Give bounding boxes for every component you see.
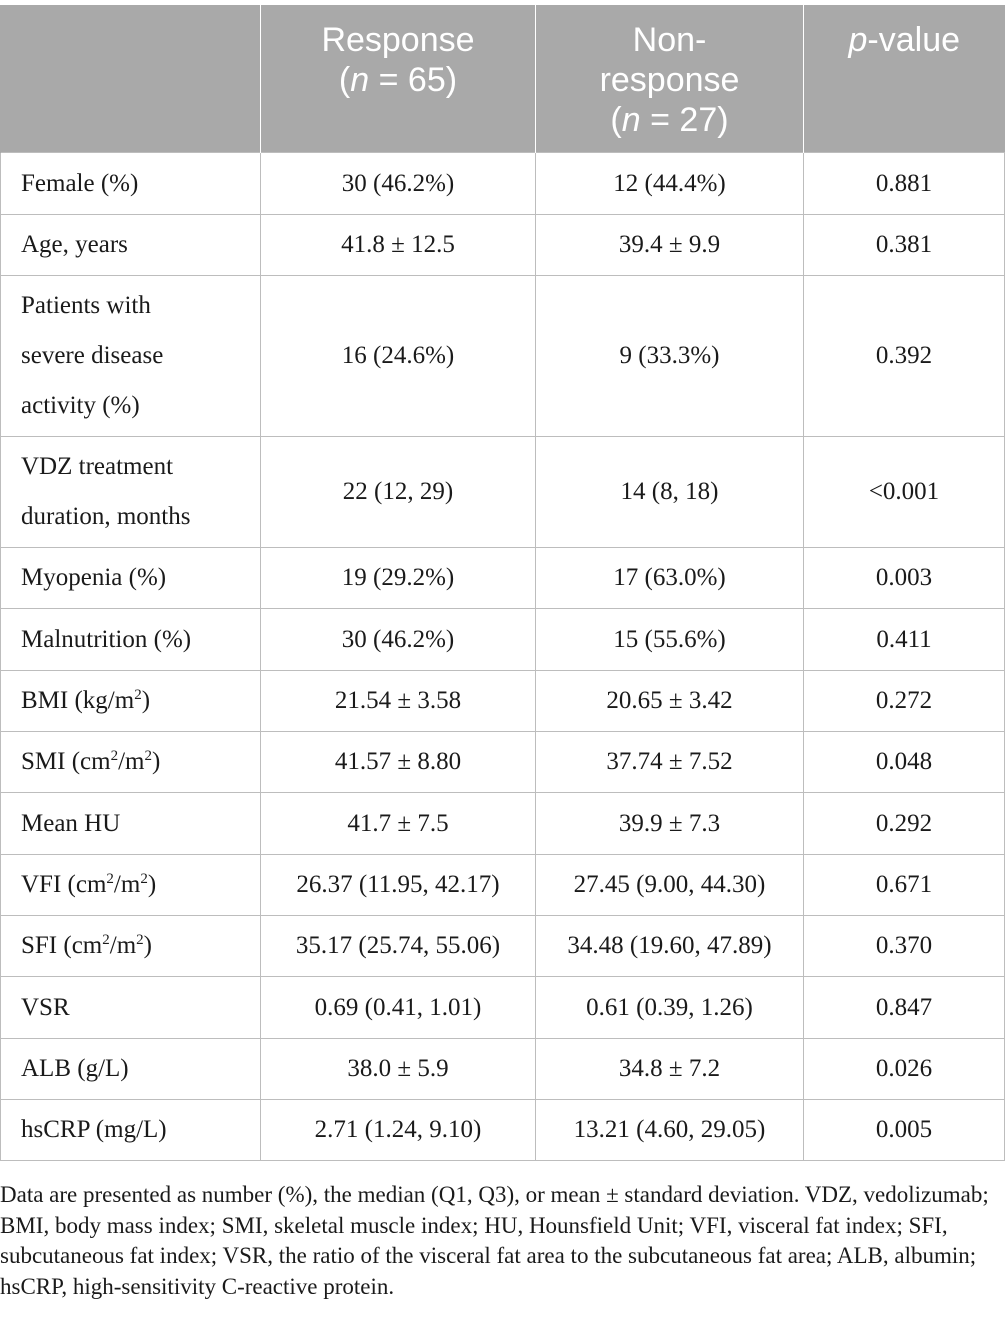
header-blank xyxy=(1,5,261,153)
nonresponse-value: 39.9 ± 7.3 xyxy=(536,793,804,855)
table-row xyxy=(1,732,1005,793)
response-value: 19 (29.2%) xyxy=(261,548,536,609)
nonresponse-value: 15 (55.6%) xyxy=(536,609,804,671)
response-value: 30 (46.2%) xyxy=(261,609,536,671)
nonresponse-value: 37.74 ± 7.52 xyxy=(536,732,804,793)
table-row xyxy=(1,1039,1005,1100)
table-header-row xyxy=(1,5,1005,153)
row-label: SMI $(cm^2/m^2)$ xyxy=(1,732,261,793)
response-value: 26.37 (11.95, 42.17) xyxy=(261,855,536,916)
header-response: Response (n = 65) xyxy=(261,5,536,153)
nonresponse-value: 27.45 (9.00, 44.30) xyxy=(536,855,804,916)
nonresponse-value: 20.65 ± 3.42 xyxy=(536,671,804,732)
nonresponse-value: 0.61 (0.39, 1.26) xyxy=(536,977,804,1039)
row-label: VFI $(cm^2/m^2)$ xyxy=(1,855,261,916)
p-value: 0.048 xyxy=(804,732,1005,793)
nonresponse-value: 13.21 (4.60, 29.05) xyxy=(536,1100,804,1161)
p-value: 0.381 xyxy=(804,215,1005,276)
table-row xyxy=(1,276,1005,437)
nonresponse-value: 39.4 ± 9.9 xyxy=(536,215,804,276)
table-row xyxy=(1,153,1005,215)
p-value: 0.003 xyxy=(804,548,1005,609)
response-value: 41.7 ± 7.5 xyxy=(261,793,536,855)
response-value: 41.8 ± 12.5 xyxy=(261,215,536,276)
nonresponse-value: 14 (8, 18) xyxy=(536,437,804,548)
row-label: Female (%) xyxy=(1,153,261,215)
table-row xyxy=(1,437,1005,548)
response-value: 30 (46.2%) xyxy=(261,153,536,215)
p-value: <0.001 xyxy=(804,437,1005,548)
response-value: 38.0 ± 5.9 xyxy=(261,1039,536,1100)
response-value: 22 (12, 29) xyxy=(261,437,536,548)
response-value: 35.17 (25.74, 55.06) xyxy=(261,916,536,977)
p-value: 0.392 xyxy=(804,276,1005,437)
row-label: VSR xyxy=(1,977,261,1039)
table-row xyxy=(1,671,1005,732)
p-value: 0.411 xyxy=(804,609,1005,671)
table-row xyxy=(1,977,1005,1039)
row-label: Patients with severe disease activity (%) xyxy=(1,276,261,437)
header-nonresponse: Non- response (n = 27) xyxy=(536,5,804,153)
table-row xyxy=(1,609,1005,671)
p-value: 0.292 xyxy=(804,793,1005,855)
p-value: 0.847 xyxy=(804,977,1005,1039)
row-label: BMI $(kg/m^2)$ xyxy=(1,671,261,732)
results-table xyxy=(0,5,1005,1161)
header-pvalue: p-value xyxy=(804,5,1005,153)
response-value: 21.54 ± 3.58 xyxy=(261,671,536,732)
response-value: 16 (24.6%) xyxy=(261,276,536,437)
p-value: 0.881 xyxy=(804,153,1005,215)
response-value: 41.57 ± 8.80 xyxy=(261,732,536,793)
nonresponse-value: 34.48 (19.60, 47.89) xyxy=(536,916,804,977)
table-row xyxy=(1,548,1005,609)
p-value: 0.026 xyxy=(804,1039,1005,1100)
table-row xyxy=(1,916,1005,977)
table-footnote: Data are presented as number (%), the median (Q1, Q3), or mean ± standard deviation. VDZ, vedolizumab; BMI, body mass index; SMI, skeletal muscle index; HU, Hounsfield Unit; VFI, visceral fat index; SFI, subcutaneous fat index; VSR, the ratio of the visceral fat area to the subcutaneous fat area; ALB, albumin; hsCRP, high-sensitivity C-reactive protein. xyxy=(0,1182,989,1299)
table-body xyxy=(1,153,1005,1161)
table-row xyxy=(1,215,1005,276)
p-value: 0.671 xyxy=(804,855,1005,916)
p-value: 0.370 xyxy=(804,916,1005,977)
table-row xyxy=(1,793,1005,855)
row-label: Myopenia (%) xyxy=(1,548,261,609)
p-value: 0.272 xyxy=(804,671,1005,732)
row-label: Age, years xyxy=(1,215,261,276)
table-row xyxy=(1,1100,1005,1161)
table-row xyxy=(1,855,1005,916)
nonresponse-value: 34.8 ± 7.2 xyxy=(536,1039,804,1100)
response-value: 2.71 (1.24, 9.10) xyxy=(261,1100,536,1161)
row-label: ALB (g/L) xyxy=(1,1039,261,1100)
row-label: hsCRP (mg/L) xyxy=(1,1100,261,1161)
row-label: SFI $(cm^2/m^2)$ xyxy=(1,916,261,977)
row-label: Mean HU xyxy=(1,793,261,855)
p-value: 0.005 xyxy=(804,1100,1005,1161)
row-label: VDZ treatment duration, months xyxy=(1,437,261,548)
nonresponse-value: 17 (63.0%) xyxy=(536,548,804,609)
nonresponse-value: 9 (33.3%) xyxy=(536,276,804,437)
row-label: Malnutrition (%) xyxy=(1,609,261,671)
response-value: 0.69 (0.41, 1.01) xyxy=(261,977,536,1039)
nonresponse-value: 12 (44.4%) xyxy=(536,153,804,215)
